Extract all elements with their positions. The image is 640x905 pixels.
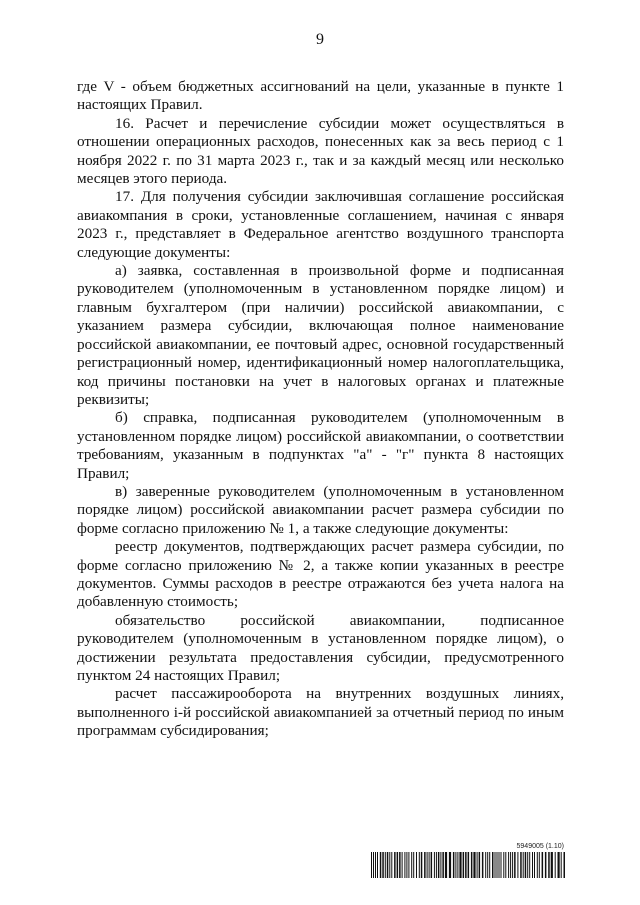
paragraph-16: 16. Расчет и перечисление субсидии может осуществляться в отношении операционных расходов, понесенных как за весь период с 1 ноября 2022 г. по 31 марта 2023 г., так и за каждый месяц или несколько месяцев этого периода. xyxy=(77,114,564,188)
page-number: 9 xyxy=(316,31,324,48)
barcode-block xyxy=(370,843,566,879)
barcode-icon xyxy=(370,852,566,878)
document-item-obligation: обязательство российской авиакомпании, подписанное руководителем (уполномоченным в установленном порядке лицом), о достижении результата предоставления субсидии, предусмотренного пунктом 24 настоящих Правил; xyxy=(77,611,564,684)
document-body xyxy=(77,78,564,741)
barcode-label: 5949005 (1.10) xyxy=(516,843,564,850)
document-item-passenger-turnover: расчет пассажирооборота на внутренних воздушных линиях, выполненного i-й российской авиакомпанией за отчетный период по иным программам субсидирования; xyxy=(77,685,564,740)
subparagraph-v: в) заверенные руководителем (уполномоченным в установленном порядке лицом) российской авиакомпании расчет размера субсидии по форме согласно приложению № 1, а также следующие документы: xyxy=(77,482,564,537)
subparagraph-a: а) заявка, составленная в произвольной форме и подписанная руководителем (уполномоченным в установленном порядке лицом) и главным бухгалтером (при наличии) российской авиакомпании, с указанием размера субсидии, включающая полное наименование российской авиакомпании, ее почтовый адрес, основной государственный регистрационный номер, идентификационный номер налогоплательщика, код причины постановки на учет в налоговых органах и платежные реквизиты; xyxy=(77,262,564,408)
paragraph-continuation: где V - объем бюджетных ассигнований на цели, указанные в пункте 1 настоящих Правил. xyxy=(77,78,564,114)
document-item-registry: реестр документов, подтверждающих расчет размера субсидии, по форме согласно приложению № 2, а также копии указанных в реестре документов. Суммы расходов в реестре отражаются без учета налога на добавленную стоимость; xyxy=(77,538,564,611)
subparagraph-b: б) справка, подписанная руководителем (уполномоченным в установленном порядке лицом) российской авиакомпании, о соответствии требованиям, указанным в подпунктах "а" - "г" пункта 8 настоящих Правил; xyxy=(77,409,564,482)
paragraph-17: 17. Для получения субсидии заключившая соглашение российская авиакомпания в сроки, установленные соглашением, начиная с января 2023 г., представляет в Федеральное агентство воздушного транспорта следующие документы: xyxy=(77,188,564,261)
